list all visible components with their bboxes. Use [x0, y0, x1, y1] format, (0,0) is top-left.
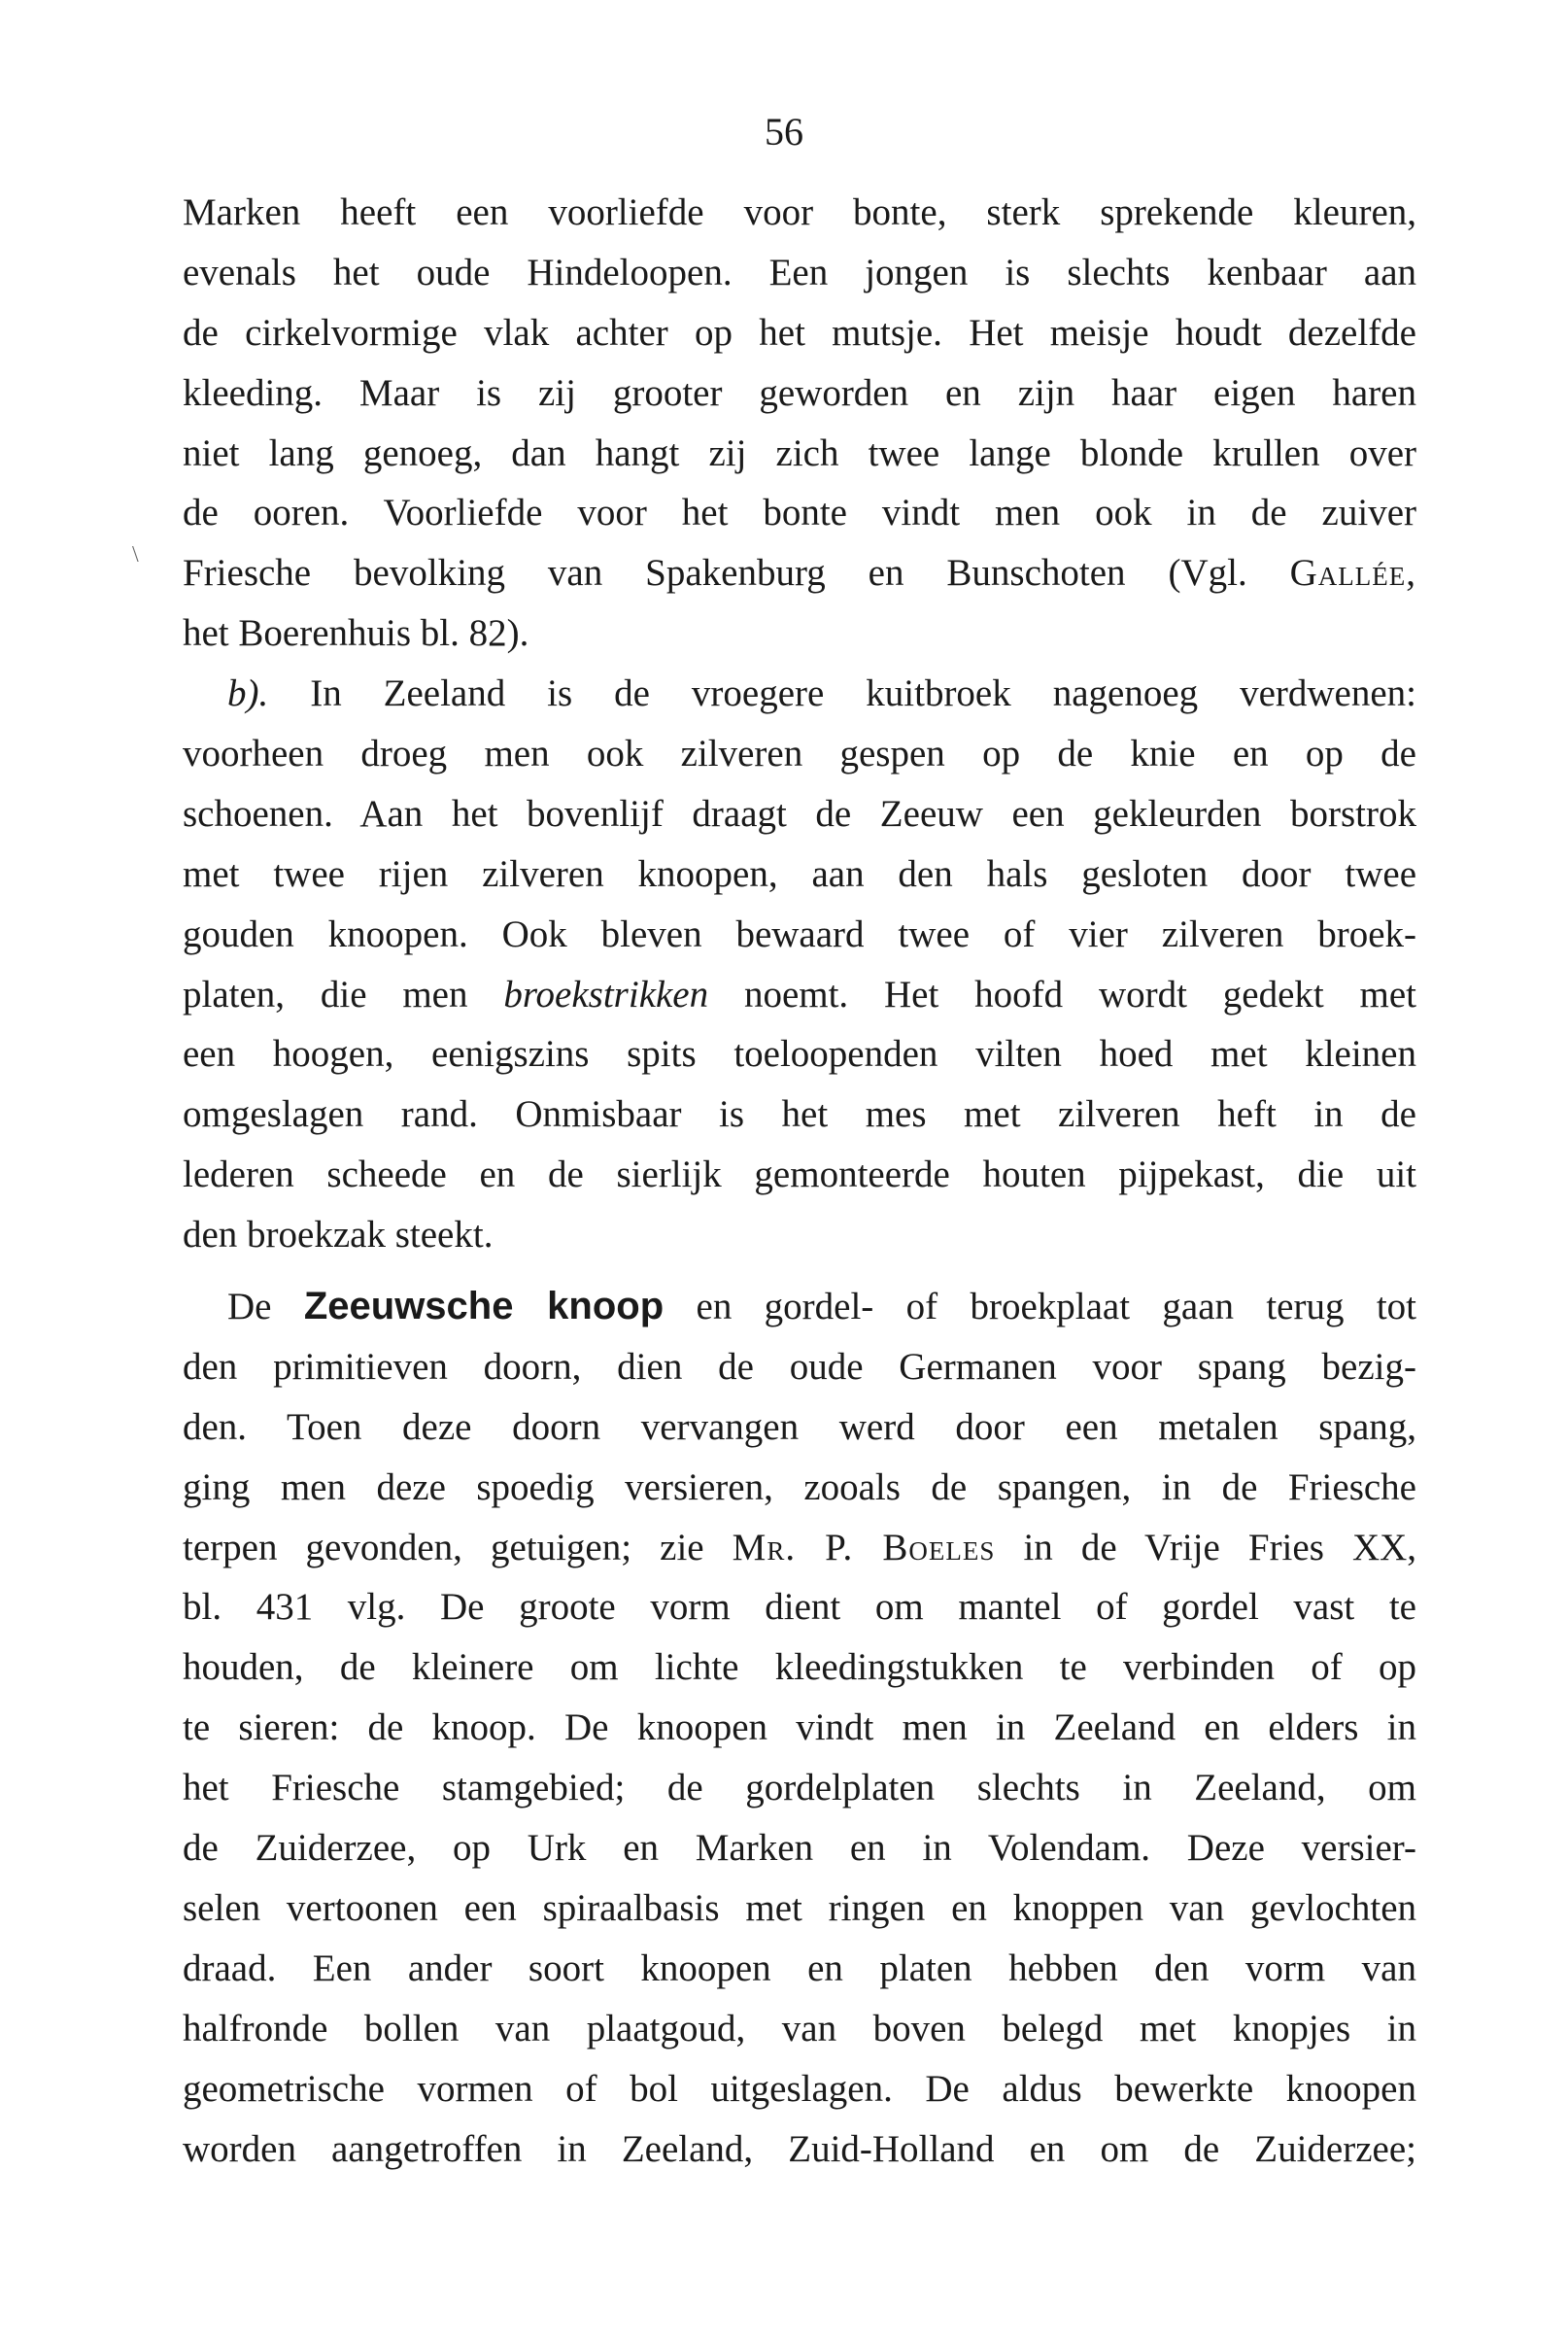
text-line	[183, 965, 1416, 1025]
text-line: met twee rijen zilveren knoopen, aan den hals gesloten door twee	[183, 852, 1416, 895]
text-line	[183, 543, 1416, 603]
text-line	[183, 664, 1416, 724]
text-line: gouden knoopen. Ook bleven bewaard twee of vier zilveren broek-	[183, 913, 1416, 955]
text-line: de Zuiderzee, op Urk en Marken en in Volendam. Deze versier-	[183, 1827, 1416, 1870]
text-line: de cirkelvormige vlak achter op het mutsje. Het meisje houdt dezelfde	[183, 311, 1416, 354]
paragraph-3	[183, 1277, 1416, 2179]
paragraph-2	[183, 664, 1416, 1265]
text-line: een hoogen, eenigszins spits toeloopenden vilten hoed met kleinen	[183, 1033, 1416, 1076]
text-line: voorheen droeg men ook zilveren gespen op de knie en op de	[183, 733, 1416, 775]
text-segment: terpen gevonden, getuigen; zie	[183, 1526, 704, 1568]
text-line: houden, de kleinere om lichte kleedingstukken te verbinden of op	[183, 1646, 1416, 1689]
section-label: b).	[227, 672, 269, 715]
text-line: den broekzak steekt.	[183, 1214, 494, 1257]
text-line: evenals het oude Hindeloopen. Een jongen is slechts kenbaar aan	[183, 251, 1416, 293]
text-line: ging men deze spoedig versieren, zooals de spangen, in de Friesche	[183, 1465, 1416, 1508]
text-segment: De	[227, 1286, 272, 1328]
text-line: den. Toen deze doorn vervangen werd door een metalen spang,	[183, 1405, 1416, 1448]
bold-term: Zeeuwsche knoop	[303, 1285, 665, 1328]
text-line: schoenen. Aan het bovenlijf draagt de Zeeuw een gekleurden borstrok	[183, 792, 1416, 835]
text-line: niet lang genoeg, dan hangt zij zich twee lange blonde krullen over	[183, 431, 1416, 474]
text-line: halfronde bollen van plaatgoud, van boven belegd met knopjes in	[183, 2007, 1416, 2049]
text-segment: in de Vrije Fries XX,	[1023, 1526, 1416, 1568]
text-line: het Friesche stamgebied; de gordelplaten slechts in Zeeland, om	[183, 1767, 1416, 1809]
text-line: geometrische vormen of bol uitgeslagen. De aldus bewerkte knoopen	[183, 2067, 1416, 2110]
text-segment: In Zeeland is de vroegere kuitbroek nagenoeg verdwenen:	[310, 672, 1416, 715]
italic-term: broekstrikken	[503, 973, 709, 1016]
text-line: den primitieven doorn, dien de oude Germanen voor spang bezig-	[183, 1345, 1416, 1388]
text-segment: Friesche bevolking van Spakenburg en Bunschoten (Vgl.	[183, 552, 1247, 595]
text-line: bl. 431 vlg. De groote vorm dient om mantel of gordel vast te	[183, 1586, 1416, 1629]
text-line: selen vertoonen een spiraalbasis met ringen en knoppen van gevlochten	[183, 1886, 1416, 1929]
text-line: te sieren: de knoop. De knoopen vindt men in Zeeland en elders in	[183, 1706, 1416, 1749]
text-segment: platen, die men	[183, 973, 468, 1016]
paragraph-1	[183, 183, 1416, 664]
text-line: de ooren. Voorliefde voor het bonte vindt men ook in de zuiver	[183, 492, 1416, 534]
text-line: worden aangetroffen in Zeeland, Zuid-Holland en om de Zuiderzee;	[183, 2127, 1416, 2170]
author-reference: Gallée,	[1289, 552, 1416, 595]
body-text	[183, 183, 1416, 2179]
text-line: Marken heeft een voorliefde voor bonte, sterk sprekende kleuren,	[183, 191, 1416, 233]
text-segment: en gordel- of broekplaat gaan terug tot	[696, 1286, 1416, 1328]
text-line: kleeding. Maar is zij grooter geworden en zijn haar eigen haren	[183, 371, 1416, 414]
text-line	[183, 1518, 1416, 1578]
author-reference: Mr. P. Boeles	[732, 1526, 996, 1568]
text-line	[183, 1277, 1416, 1337]
text-line: het Boerenhuis bl. 82).	[183, 612, 529, 655]
text-line: lederen scheede en de sierlijk gemonteerde houten pijpekast, die uit	[183, 1154, 1416, 1196]
text-line: omgeslagen rand. Onmisbaar is het mes met zilveren heft in de	[183, 1093, 1416, 1136]
page-number: 56	[765, 110, 803, 154]
text-segment: noemt. Het hoofd wordt gedekt met	[743, 973, 1416, 1016]
text-line: draad. Een ander soort knoopen en platen hebben den vorm van	[183, 1946, 1416, 1989]
margin-mark: \	[132, 542, 139, 568]
